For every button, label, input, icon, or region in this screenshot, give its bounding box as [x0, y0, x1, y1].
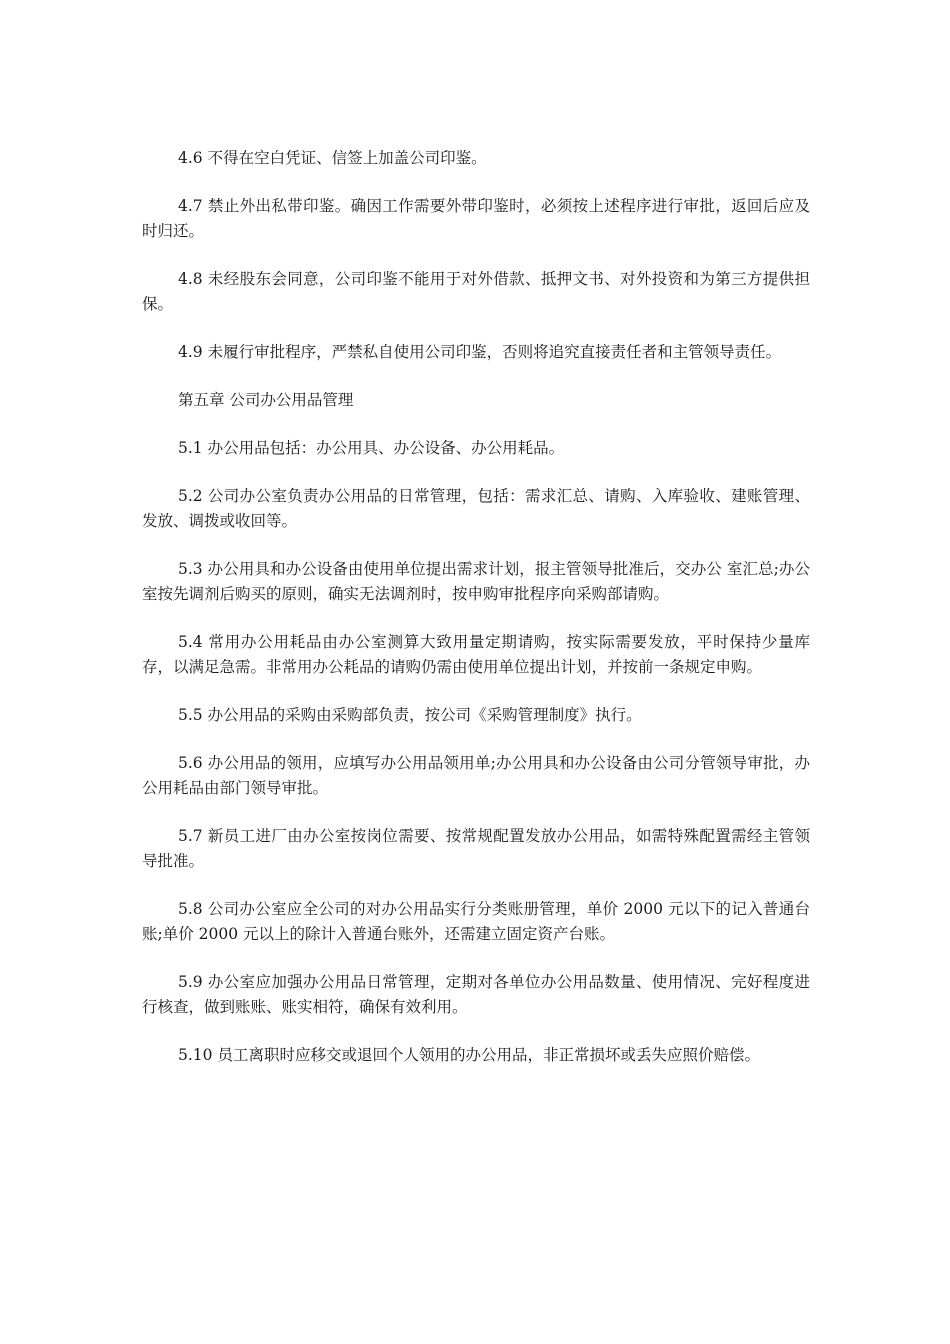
clause-5-4: 5.4 常用办公用耗品由办公室测算大致用量定期请购，按实际需要发放，平时保持少量库存，以满足急需。非常用办公耗品的请购仍需由使用单位提出计划，并按前一条规定申购。	[142, 633, 810, 676]
clause-5-10: 5.10 员工离职时应移交或退回个人领用的办公用品，非正常损坏或丢失应照价赔偿。	[178, 1046, 760, 1064]
clause-4-6: 4.6 不得在空白凭证、信签上加盖公司印鉴。	[178, 149, 487, 167]
clause-5-2: 5.2 公司办公室负责办公用品的日常管理，包括：需求汇总、请购、入库验收、建账管理、发放、调拨或收回等。	[142, 487, 810, 530]
clause-4-8: 4.8 未经股东会同意，公司印鉴不能用于对外借款、抵押文书、对外投资和为第三方提供担保。	[142, 270, 810, 313]
clause-5-3: 5.3 办公用具和办公设备由使用单位提出需求计划，报主管领导批准后，交办公 室汇总;办公室按先调剂后购买的原则，确实无法调剂时，按申购审批程序向采购部请购。	[142, 560, 810, 603]
clause-5-5: 5.5 办公用品的采购由采购部负责，按公司《采购管理制度》执行。	[178, 706, 642, 724]
clause-5-8: 5.8 公司办公室应全公司的对办公用品实行分类账册管理，单价 2000 元以下的记入普通台账;单价 2000 元以上的除计入普通台账外，还需建立固定资产台账。	[142, 900, 810, 943]
clause-5-7: 5.7 新员工进厂由办公室按岗位需要、按常规配置发放办公用品，如需特殊配置需经主管领导批准。	[142, 827, 810, 870]
clause-4-9: 4.9 未履行审批程序，严禁私自使用公司印鉴，否则将追究直接责任者和主管领导责任。	[178, 343, 782, 361]
clause-5-9: 5.9 办公室应加强办公用品日常管理，定期对各单位办公用品数量、使用情况、完好程度进行核查，做到账账、账实相符，确保有效利用。	[142, 973, 810, 1016]
clause-4-7: 4.7 禁止外出私带印鉴。确因工作需要外带印鉴时，必须按上述程序进行审批，返回后应及时归还。	[142, 197, 810, 240]
document-body	[142, 146, 810, 1091]
clause-5-1: 5.1 办公用品包括：办公用具、办公设备、办公用耗品。	[178, 439, 565, 457]
chapter-title: 第五章 公司办公用品管理	[178, 391, 354, 409]
clause-5-6: 5.6 办公用品的领用，应填写办公用品领用单;办公用具和办公设备由公司分管领导审批，办公用耗品由部门领导审批。	[142, 754, 810, 797]
